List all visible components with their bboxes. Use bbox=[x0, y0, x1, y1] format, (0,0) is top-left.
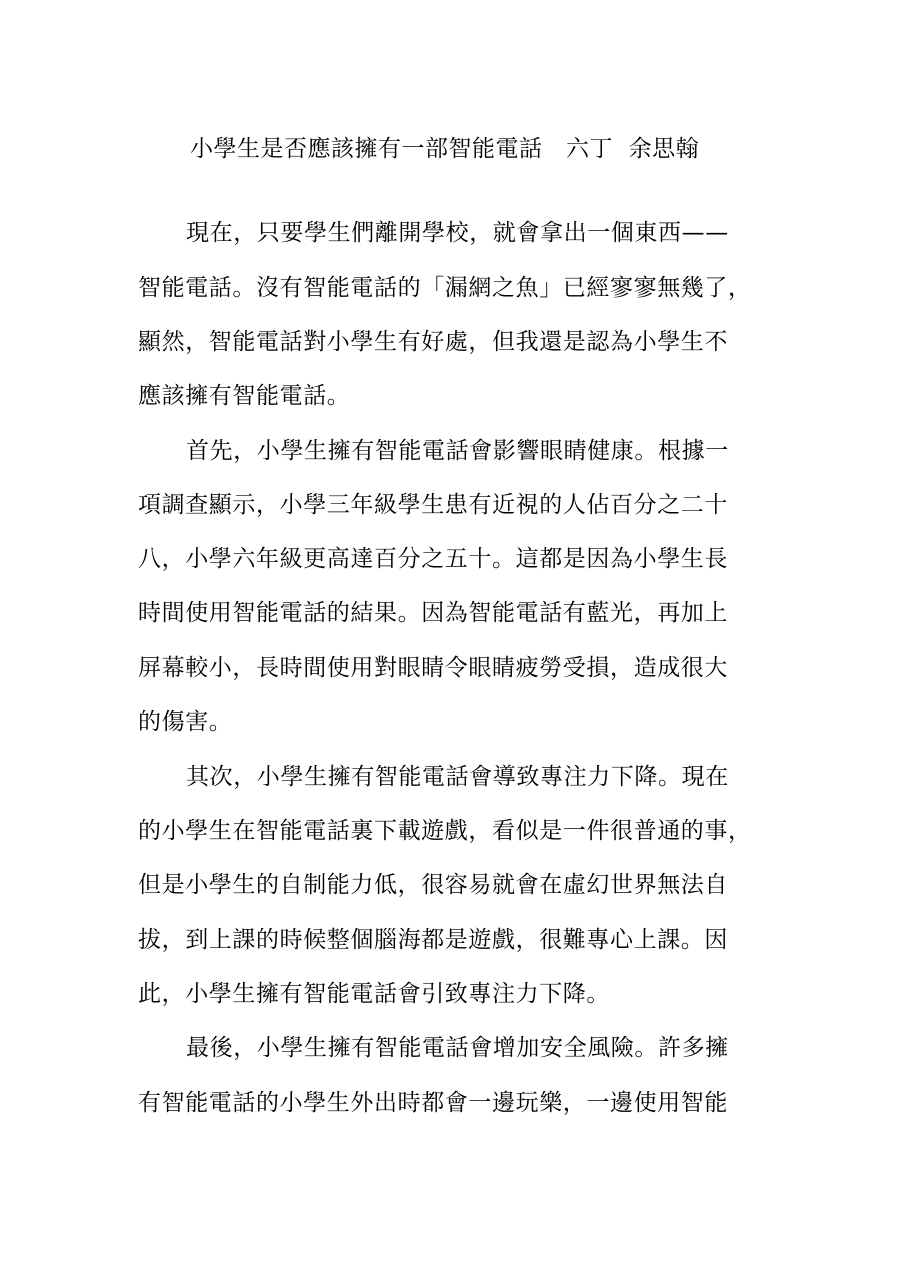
paragraph-3-line-3: 但是小學生的自制能力低，很容易就會在虛幻世界無法自 bbox=[138, 872, 728, 898]
paragraph-4-line-2: 有智能電話的小學生外出時都會一邊玩樂，一邊使用智能 bbox=[138, 1090, 728, 1116]
paragraph-3-line-2: 的小學生在智能電話裏下載遊戲，看似是一件很普通的事， bbox=[138, 818, 752, 844]
paragraph-2-line-3: 八，小學六年級更高達百分之五十。這都是因為小學生長 bbox=[138, 546, 728, 572]
paragraph-3-line-4: 拔，到上課的時候整個腦海都是遊戲，很難專心上課。因 bbox=[138, 927, 728, 953]
paragraph-4-line-1: 最後，小學生擁有智能電話會增加安全風險。許多擁 bbox=[186, 1035, 729, 1061]
paragraph-1-line-3: 顯然，智能電話對小學生有好處，但我還是認為小學生不 bbox=[138, 329, 728, 355]
paragraph-2-line-6: 的傷害。 bbox=[138, 709, 233, 735]
paragraph-3-line-5: 此，小學生擁有智能電話會引致專注力下降。 bbox=[138, 981, 610, 1007]
document-title: 小學生是否應該擁有一部智能電話 六丁 余思翰 bbox=[190, 136, 700, 162]
paragraph-2-line-2: 項調查顯示，小學三年級學生患有近視的人佔百分之二十 bbox=[138, 492, 728, 518]
paragraph-1-line-4: 應該擁有智能電話。 bbox=[138, 383, 351, 409]
paragraph-1-line-1: 現在，只要學生們離開學校，就會拿出一個東西—— bbox=[186, 220, 729, 246]
paragraph-2-line-5: 屏幕較小，長時間使用對眼睛令眼睛疲勞受損，造成很大 bbox=[138, 655, 728, 681]
paragraph-2-line-1: 首先，小學生擁有智能電話會影響眼睛健康。根據一 bbox=[186, 438, 729, 464]
paragraph-2-line-4: 時間使用智能電話的結果。因為智能電話有藍光，再加上 bbox=[138, 600, 728, 626]
paragraph-3-line-1: 其次，小學生擁有智能電話會導致專注力下降。現在 bbox=[186, 764, 729, 790]
paragraph-1-line-2: 智能電話。沒有智能電話的「漏網之魚」已經寥寥無幾了， bbox=[138, 275, 752, 301]
